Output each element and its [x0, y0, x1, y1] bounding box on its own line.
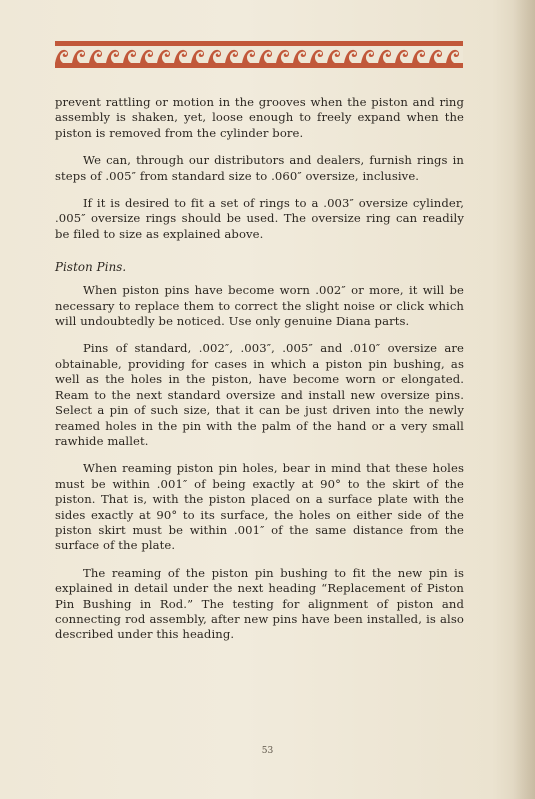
paragraph: We can, through our distributors and dealers, furnish rings in steps of .005″ from standard size to .060″ oversize, inclusive. — [55, 153, 464, 183]
section-heading: Piston Pins. — [55, 260, 127, 275]
greek-wave-ornament — [55, 41, 463, 68]
page-spine-shadow — [513, 0, 535, 799]
paragraph: The reaming of the piston pin bushing to fit the new pin is explained in detail under the next heading “Replacement of Piston Pin Bushing in Rod.” The testing for alignment of piston and connecting rod assembly, after new pins have been installed, is also described under this heading. — [55, 565, 464, 642]
paragraph: Pins of standard, .002″, .003″, .005″ and .010″ oversize are obtainable, providing for cases in which a piston pin bushing, as well as the holes in the piston, have become worn or elongated. Ream to the next standard oversize and install new oversize pins. Select a pin of such size, that it can be just driven into the newly reamed holes in the pin with the palm of the hand or a very small rawhide mallet. — [55, 341, 464, 448]
paragraph: If it is desired to fit a set of rings to a .003″ oversize cylinder, .005″ oversize rings should be used. The oversize ring can readily be filed to size as explained above. — [55, 196, 464, 241]
page-number: 53 — [261, 746, 274, 756]
body-text — [55, 95, 464, 643]
paragraph: When piston pins have become worn .002″ or more, it will be necessary to replace them to correct the slight noise or click which will undoubtedly be noticed. Use only genuine Diana parts. — [55, 283, 464, 329]
paragraph: When reaming piston pin holes, bear in mind that these holes must be within .001″ of being exactly at 90° to the skirt of the piston. That is, with the piston placed on a surface plate with the sides exactly at 90° to its surface, the holes on either side of the piston skirt must be within .001″ of the same distance from the surface of the plate. — [55, 461, 464, 553]
paragraph: prevent rattling or motion in the grooves when the piston and ring assembly is shaken, yet, loose enough to freely expand when the piston is removed from the cylinder bore. — [55, 95, 464, 140]
